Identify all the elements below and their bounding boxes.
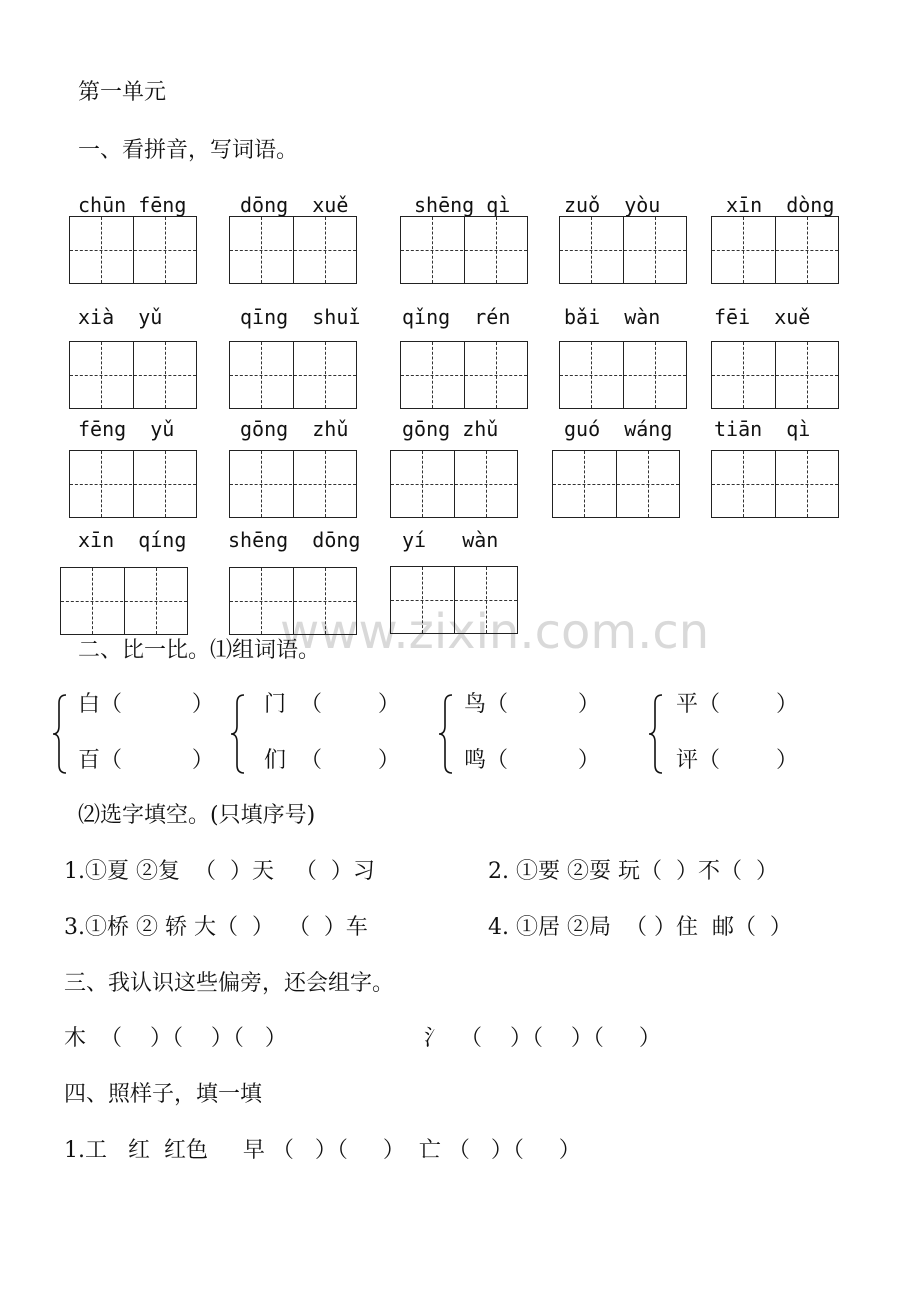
section2-subtitle: ⑵选字填空。(只填序号) — [78, 803, 316, 828]
pinyin-label: xià yǔ — [78, 305, 163, 329]
writing-grid[interactable] — [60, 567, 188, 635]
writing-grid[interactable] — [390, 450, 518, 518]
writing-grid[interactable] — [69, 341, 197, 409]
pinyin-label: gōng zhǔ — [240, 417, 349, 441]
compare-word-bottom: 百（ ） — [78, 748, 214, 773]
watermark: www.zixin.com.cn — [280, 604, 710, 660]
fill-choice-line: 3.①桥 ② 轿 大（ ） （ ）车 — [64, 915, 368, 940]
pinyin-label: xīn qíng — [78, 528, 187, 552]
writing-grid[interactable] — [229, 341, 357, 409]
writing-grid[interactable] — [229, 216, 357, 284]
example-fill-line: 1.工 红 红色 早 （ ）（ ） 亡 （ ）（ ） — [64, 1138, 581, 1163]
writing-grid[interactable] — [711, 341, 839, 409]
left-brace-icon — [648, 693, 664, 775]
writing-grid[interactable] — [559, 216, 687, 284]
left-brace-icon — [230, 693, 246, 775]
pinyin-label: dōng xuě — [240, 193, 349, 217]
writing-grid[interactable] — [390, 566, 518, 634]
section4-title: 四、照样子，填一填 — [64, 1082, 263, 1107]
pinyin-label: shēng qì — [414, 193, 511, 217]
writing-grid[interactable] — [559, 341, 687, 409]
section3-title: 三、我认识这些偏旁，还会组字。 — [64, 971, 395, 996]
compare-word-top: 门 （ ） — [264, 692, 400, 717]
radical-line-water: 氵 （ ）（ ）（ ） — [424, 1026, 661, 1051]
compare-word-bottom: 们 （ ） — [264, 748, 400, 773]
pinyin-label: zuǒ yòu — [564, 193, 661, 217]
fill-choice-line: 2. ①要 ②耍 玩（ ）不（ ） — [488, 859, 778, 884]
unit-title: 第一单元 — [78, 80, 167, 105]
pinyin-label: fēi xuě — [714, 305, 811, 329]
section2-title: 二、比一比。⑴组词语。 — [78, 638, 321, 663]
pinyin-label: qǐng rén — [402, 305, 511, 329]
pinyin-label: guó wáng — [564, 417, 673, 441]
fill-choice-line: 1.①夏 ②复 （ ）天 （ ）习 — [64, 859, 375, 884]
fill-choice-line: 4. ①居 ②局 （ ）住 邮（ ） — [488, 915, 792, 940]
writing-grid[interactable] — [711, 216, 839, 284]
writing-grid[interactable] — [400, 341, 528, 409]
writing-grid[interactable] — [711, 450, 839, 518]
writing-grid[interactable] — [400, 216, 528, 284]
left-brace-icon — [52, 693, 68, 775]
compare-word-bottom: 鸣（ ） — [464, 748, 600, 773]
pinyin-label: fēng yǔ — [78, 417, 175, 441]
writing-grid[interactable] — [229, 450, 357, 518]
pinyin-label: shēng dōng — [228, 528, 361, 552]
pinyin-label: chūn fēng — [78, 193, 187, 217]
writing-grid[interactable] — [69, 450, 197, 518]
pinyin-label: gōng zhǔ — [402, 417, 499, 441]
left-brace-icon — [438, 693, 454, 775]
compare-word-top: 白（ ） — [78, 692, 214, 717]
writing-grid[interactable] — [552, 450, 680, 518]
compare-word-top: 平（ ） — [676, 692, 798, 717]
radical-line-mu: 木 （ ）（ ）（ ） — [64, 1026, 287, 1051]
pinyin-label: qīng shuǐ — [240, 305, 361, 329]
pinyin-label: yí wàn — [402, 528, 499, 552]
section1-title: 一、看拼音，写词语。 — [78, 138, 299, 163]
compare-word-top: 鸟（ ） — [464, 692, 600, 717]
pinyin-label: bǎi wàn — [564, 305, 661, 329]
writing-grid[interactable] — [69, 216, 197, 284]
pinyin-label: xīn dòng — [726, 193, 835, 217]
pinyin-label: tiān qì — [714, 417, 811, 441]
writing-grid[interactable] — [229, 567, 357, 635]
compare-word-bottom: 评（ ） — [676, 748, 798, 773]
